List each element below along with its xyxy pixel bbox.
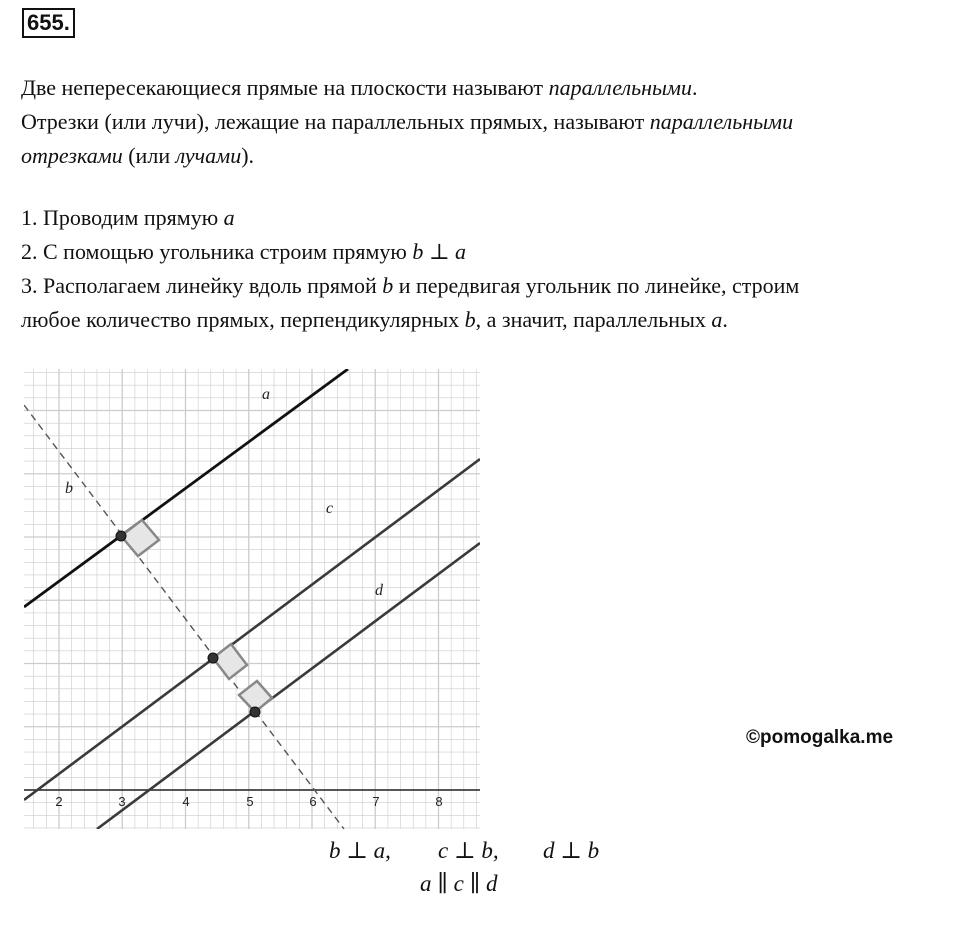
relation-c-perp-b: c ⊥ b, [438, 838, 499, 863]
text: Две непересекающиеся прямые на плоскости называют [21, 75, 549, 100]
x-tick: 3 [118, 794, 126, 809]
relation-d-perp-b: d ⊥ b [543, 838, 600, 863]
text: . [722, 307, 728, 332]
relation-b-perp-a: b ⊥ a, [329, 838, 391, 863]
term-parallel: параллельными [548, 75, 692, 100]
intersection-point-db [250, 707, 260, 717]
text: 2. С помощью угольника строим прямую [21, 239, 413, 264]
term-segments: отрезками [21, 143, 123, 168]
text: и передвигая угольник по линейке, строим [393, 273, 800, 298]
intersection-point-ab [116, 531, 126, 541]
x-tick: 4 [182, 794, 190, 809]
right-angle-marker-cb [213, 644, 247, 679]
var-a: a [711, 307, 723, 332]
intersection-point-cb [208, 653, 218, 663]
x-tick: 5 [246, 794, 254, 809]
label-b: b [65, 480, 73, 497]
label-d: d [375, 582, 383, 599]
x-tick: 2 [55, 794, 63, 809]
right-angle-marker-ab [121, 520, 159, 556]
x-tick: 7 [372, 794, 380, 809]
relation-parallel: a ∥ c ∥ d [420, 871, 498, 896]
text: (или [122, 143, 176, 168]
text: . [691, 75, 698, 100]
label-a: a [262, 386, 270, 403]
formula: b ⊥ a [412, 239, 467, 264]
text: Отрезки (или лучи), лежащие на параллельных прямых, называют [21, 109, 650, 134]
text: 3. Располагаем линейку вдоль прямой [21, 273, 383, 298]
x-tick: 6 [309, 794, 317, 809]
x-tick: 8 [435, 794, 443, 809]
term-parallel: параллельными [649, 109, 794, 134]
text: любое количество прямых, перпендикулярных [21, 307, 465, 332]
line-d [97, 543, 480, 829]
line-c [24, 459, 480, 800]
var-a: a [223, 205, 235, 230]
term-rays: лучами [175, 143, 242, 168]
text: 1. Проводим прямую [21, 205, 224, 230]
text: , а значит, параллельных [475, 307, 712, 332]
x-tick-labels [55, 794, 442, 809]
watermark: ©pomogalka.me [746, 727, 894, 748]
text: ). [241, 143, 255, 168]
problem-number: 655. [22, 8, 75, 38]
label-c: c [326, 500, 334, 517]
var-b: b [382, 273, 394, 298]
var-b: b [464, 307, 476, 332]
lines [24, 369, 480, 829]
